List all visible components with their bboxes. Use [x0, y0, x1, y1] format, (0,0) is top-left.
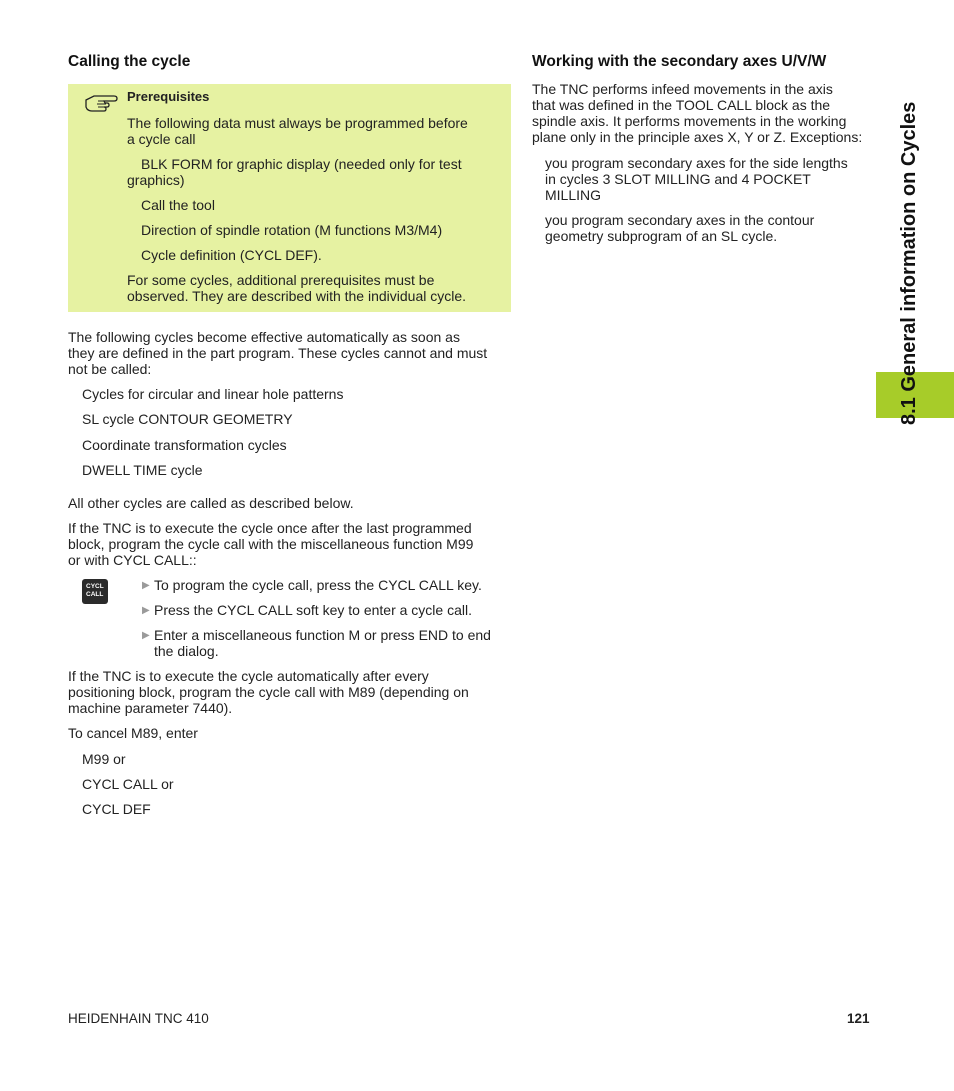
heading-secondary-axes: Working with the secondary axes U/V/W	[532, 53, 827, 70]
list-item: CYCL DEF	[82, 801, 151, 817]
right-triangle-icon: ▶	[142, 580, 150, 591]
list-item: SL cycle CONTOUR GEOMETRY	[82, 411, 293, 427]
prereq-item-spindle: Direction of spindle rotation (M functions M3/M4)	[141, 222, 443, 238]
prereq-item-cycle-def: Cycle definition (CYCL DEF).	[141, 247, 322, 263]
prerequisites-title: Prerequisites	[127, 89, 210, 104]
list-item: you program secondary axes for the side lengths in cycles 3 SLOT MILLING and 4 POCKET MILLING	[545, 155, 848, 203]
list-item: Cycles for circular and linear hole patterns	[82, 386, 344, 402]
prereq-item-blk-form: BLK FORM for graphic display (needed only for test graphics)	[127, 156, 462, 188]
step-press-cycl-call-key: To program the cycle call, press the CYCL CALL key.	[154, 577, 482, 593]
step-soft-key: Press the CYCL CALL soft key to enter a cycle call.	[154, 602, 472, 618]
secondary-axes-paragraph: The TNC performs infeed movements in the axis that was defined in the TOOL CALL block as the spindle axis. It performs movements in the working plane only in the principle axes X, Y or Z. Exceptions:	[532, 81, 863, 145]
list-item: CYCL CALL or	[82, 776, 174, 792]
list-item: DWELL TIME cycle	[82, 462, 203, 478]
call-once-paragraph: If the TNC is to execute the cycle once after the last programmed block, program the cycle call with the miscellaneous function M99 or with CYCL CALL::	[68, 520, 474, 568]
prereq-item-call-tool: Call the tool	[141, 197, 215, 213]
other-cycles-paragraph: All other cycles are called as described below.	[68, 495, 354, 511]
prereq-note: For some cycles, additional prerequisites must be observed. They are described with the individual cycle.	[127, 272, 467, 304]
heading-calling-cycle: Calling the cycle	[68, 53, 191, 70]
step-enter-function: Enter a miscellaneous function M or press END to end the dialog.	[154, 627, 491, 659]
list-item: M99 or	[82, 751, 126, 767]
page-number: 121	[847, 1011, 870, 1026]
cancel-m89-paragraph: To cancel M89, enter	[68, 725, 198, 741]
prereq-intro: The following data must always be programmed before a cycle call	[127, 115, 468, 147]
cycl-call-key-icon: CYCL CALL	[82, 579, 108, 604]
right-triangle-icon: ▶	[142, 605, 150, 616]
pointing-hand-icon	[84, 91, 120, 113]
m89-paragraph: If the TNC is to execute the cycle automatically after every positioning block, program the cycle call with M89 (depending on machine parameter 7440).	[68, 668, 469, 716]
auto-cycles-paragraph: The following cycles become effective automatically as soon as they are defined in the part program. These cycles cannot and must not be called:	[68, 329, 488, 377]
right-triangle-icon: ▶	[142, 630, 150, 641]
list-item: Coordinate transformation cycles	[82, 437, 287, 453]
footer-product: HEIDENHAIN TNC 410	[68, 1011, 209, 1026]
list-item: you program secondary axes in the contour geometry subprogram of an SL cycle.	[545, 212, 815, 244]
